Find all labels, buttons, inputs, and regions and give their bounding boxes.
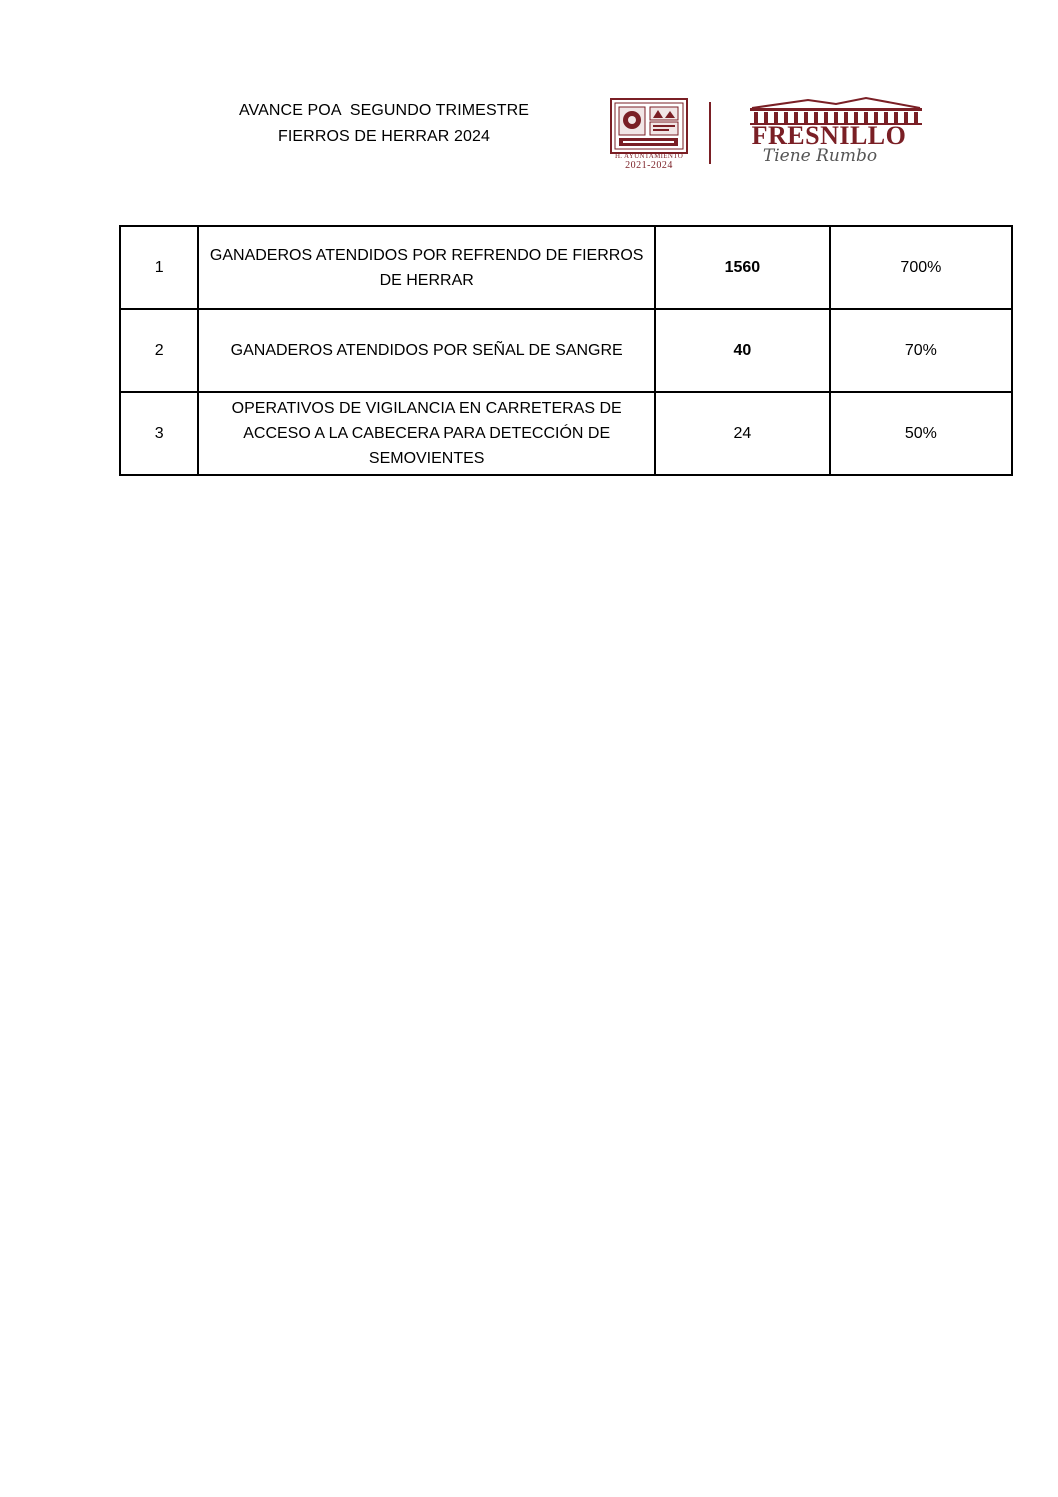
brand-name: FRESNILLO	[751, 121, 907, 150]
title-line-2: FIERROS DE HERRAR 2024	[277, 128, 491, 145]
seal-years: 2021-2024	[625, 160, 673, 171]
brand-tagline: Tiene Rumbo	[762, 146, 878, 166]
row-number: 2	[120, 309, 198, 392]
table-row	[120, 392, 1012, 475]
title-line-1: AVANCE POA SEGUNDO TRIMESTRE	[238, 102, 530, 119]
table-row	[120, 309, 1012, 392]
row-percent: 700%	[830, 226, 1012, 309]
seal-caption	[600, 152, 698, 170]
row-value: 40	[655, 309, 830, 392]
document-title	[184, 98, 584, 150]
logo-divider	[709, 102, 711, 164]
row-description: GANADEROS ATENDIDOS POR REFRENDO DE FIERROS DE HERRAR	[198, 226, 655, 309]
row-percent: 50%	[830, 392, 1012, 475]
seal-caption-text: H. AYUNTAMIENTO	[614, 152, 684, 160]
row-description: GANADEROS ATENDIDOS POR SEÑAL DE SANGRE	[198, 309, 655, 392]
progress-table	[119, 225, 1013, 476]
row-number: 1	[120, 226, 198, 309]
row-value: 24	[655, 392, 830, 475]
table-row	[120, 226, 1012, 309]
row-value: 1560	[655, 226, 830, 309]
row-percent: 70%	[830, 309, 1012, 392]
row-description: OPERATIVOS DE VIGILANCIA EN CARRETERAS DE ACCESO A LA CABECERA PARA DETECCIÓN DE SEMOVIENTES	[198, 392, 655, 475]
row-number: 3	[120, 392, 198, 475]
municipal-seal-icon	[610, 98, 688, 154]
fresnillo-logo	[600, 96, 930, 170]
